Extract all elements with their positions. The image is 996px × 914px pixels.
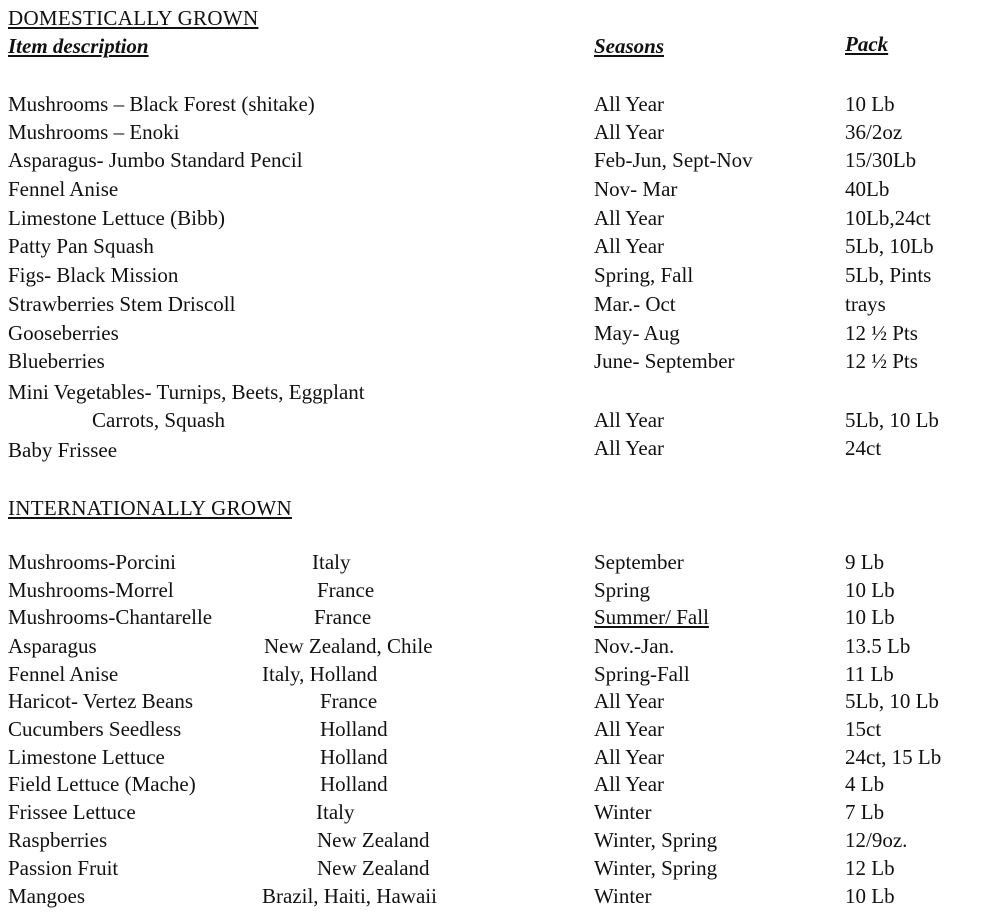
- international-row-origin: Holland: [320, 717, 388, 741]
- international-row-origin: Brazil, Haiti, Hawaii: [262, 884, 437, 908]
- international-row-item: Frissee Lettuce: [8, 800, 136, 824]
- domestic-row-item: Blueberries: [8, 349, 105, 373]
- international-row-pack: 9 Lb: [845, 550, 885, 574]
- international-row-pack: 13.5 Lb: [845, 634, 911, 658]
- col-pack: Pack: [845, 32, 889, 56]
- domestic-row-item: Mushrooms – Enoki: [8, 120, 180, 144]
- domestic-row-pack: 12 ½ Pts: [845, 349, 918, 373]
- international-row-season: Winter: [594, 884, 652, 908]
- domestic-row-item: Strawberries Stem Driscoll: [8, 292, 236, 316]
- international-row-item: Cucumbers Seedless: [8, 717, 182, 741]
- international-row-origin: New Zealand: [317, 828, 430, 852]
- international-row-origin: Italy: [316, 800, 355, 824]
- domestic-row-pack: 5Lb, Pints: [845, 263, 932, 287]
- baby-frissee-pack: 24ct: [845, 436, 882, 460]
- domestic-row-item: Asparagus- Jumbo Standard Pencil: [8, 148, 303, 172]
- international-row-origin: Holland: [320, 745, 388, 769]
- international-row-season: All Year: [594, 689, 665, 713]
- domestic-row-pack: 10Lb,24ct: [845, 206, 931, 230]
- international-row-pack: 5Lb, 10 Lb: [845, 689, 939, 713]
- international-row-season: All Year: [594, 745, 665, 769]
- international-row-season: All Year: [594, 717, 665, 741]
- international-row-item: Limestone Lettuce: [8, 745, 165, 769]
- col-item-description: Item description: [8, 34, 149, 58]
- international-row-item: Mushrooms-Chantarelle: [8, 605, 213, 629]
- international-row-origin: France: [317, 578, 375, 602]
- domestic-row-item: Figs- Black Mission: [8, 263, 179, 287]
- mini-vegetables-item: Mini Vegetables- Turnips, Beets, Eggplant: [8, 380, 365, 404]
- international-row-item: Asparagus: [8, 634, 97, 658]
- international-row-season: Spring-Fall: [594, 662, 690, 686]
- international-row-pack: 4 Lb: [845, 772, 885, 796]
- international-row-pack: 15ct: [845, 717, 882, 741]
- international-row-pack: 12/9oz.: [845, 828, 908, 852]
- domestic-row-pack: 5Lb, 10Lb: [845, 234, 934, 258]
- domestic-row-item: Limestone Lettuce (Bibb): [8, 206, 225, 230]
- col-seasons: Seasons: [594, 34, 665, 58]
- international-row-pack: 10 Lb: [845, 578, 895, 602]
- international-row-pack: 24ct, 15 Lb: [845, 745, 942, 769]
- international-row-item: Field Lettuce (Mache): [8, 772, 196, 796]
- international-row-season: Winter, Spring: [594, 856, 718, 880]
- mini-vegetables-pack: 5Lb, 10 Lb: [845, 408, 939, 432]
- international-row-pack: 11 Lb: [845, 662, 894, 686]
- domestic-row-item: Mushrooms – Black Forest (shitake): [8, 92, 315, 116]
- international-row-item: Mushrooms-Morrel: [8, 578, 174, 602]
- domestic-row-season: Spring, Fall: [594, 263, 694, 287]
- international-row-season: Spring: [594, 578, 651, 602]
- domestic-row-season: May- Aug: [594, 321, 680, 345]
- domestic-row-item: Fennel Anise: [8, 177, 119, 201]
- international-row-item: Fennel Anise: [8, 662, 119, 686]
- international-row-season: Winter, Spring: [594, 828, 718, 852]
- international-row-origin: France: [320, 689, 378, 713]
- domestic-title: DOMESTICALLY GROWN: [8, 6, 259, 30]
- international-row-pack: 10 Lb: [845, 605, 895, 629]
- domestic-row-season: All Year: [594, 120, 665, 144]
- domestic-row-season: Nov- Mar: [594, 177, 678, 201]
- international-row-item: Mushrooms-Porcini: [8, 550, 176, 574]
- international-row-origin: Italy: [312, 550, 351, 574]
- domestic-row-season: All Year: [594, 234, 665, 258]
- baby-frissee-item: Baby Frissee: [8, 438, 118, 462]
- international-row-pack: 12 Lb: [845, 856, 895, 880]
- domestic-row-season: All Year: [594, 92, 665, 116]
- domestic-row-pack: 40Lb: [845, 177, 890, 201]
- domestic-row-season: All Year: [594, 206, 665, 230]
- international-row-item: Mangoes: [8, 884, 85, 908]
- domestic-row-pack: 10 Lb: [845, 92, 895, 116]
- international-row-season: Winter: [594, 800, 652, 824]
- domestic-row-item: Gooseberries: [8, 321, 119, 345]
- mini-vegetables-item-cont: Carrots, Squash: [92, 408, 225, 432]
- international-title: INTERNATIONALLY GROWN: [8, 496, 292, 520]
- international-row-origin: Italy, Holland: [262, 662, 378, 686]
- international-row-origin: New Zealand: [317, 856, 430, 880]
- international-row-origin: New Zealand, Chile: [264, 634, 433, 658]
- domestic-row-pack: trays: [845, 292, 886, 316]
- domestic-row-pack: 36/2oz: [845, 120, 903, 144]
- international-row-pack: 10 Lb: [845, 884, 895, 908]
- international-row-season: September: [594, 550, 684, 574]
- international-row-season: Summer/ Fall: [594, 605, 709, 629]
- domestic-row-pack: 12 ½ Pts: [845, 321, 918, 345]
- international-row-item: Raspberries: [8, 828, 108, 852]
- domestic-row-season: Feb-Jun, Sept-Nov: [594, 148, 753, 172]
- domestic-row-season: June- September: [594, 349, 735, 373]
- international-row-origin: Holland: [320, 772, 388, 796]
- international-row-item: Haricot- Vertez Beans: [8, 689, 194, 713]
- domestic-row-pack: 15/30Lb: [845, 148, 917, 172]
- international-row-origin: France: [314, 605, 372, 629]
- mini-vegetables-season: All Year: [594, 408, 665, 432]
- international-row-season: Nov.-Jan.: [594, 634, 675, 658]
- domestic-row-season: Mar.- Oct: [594, 292, 676, 316]
- international-row-pack: 7 Lb: [845, 800, 885, 824]
- domestic-row-item: Patty Pan Squash: [8, 234, 154, 258]
- international-row-item: Passion Fruit: [8, 856, 119, 880]
- international-row-season: All Year: [594, 772, 665, 796]
- baby-frissee-season: All Year: [594, 436, 665, 460]
